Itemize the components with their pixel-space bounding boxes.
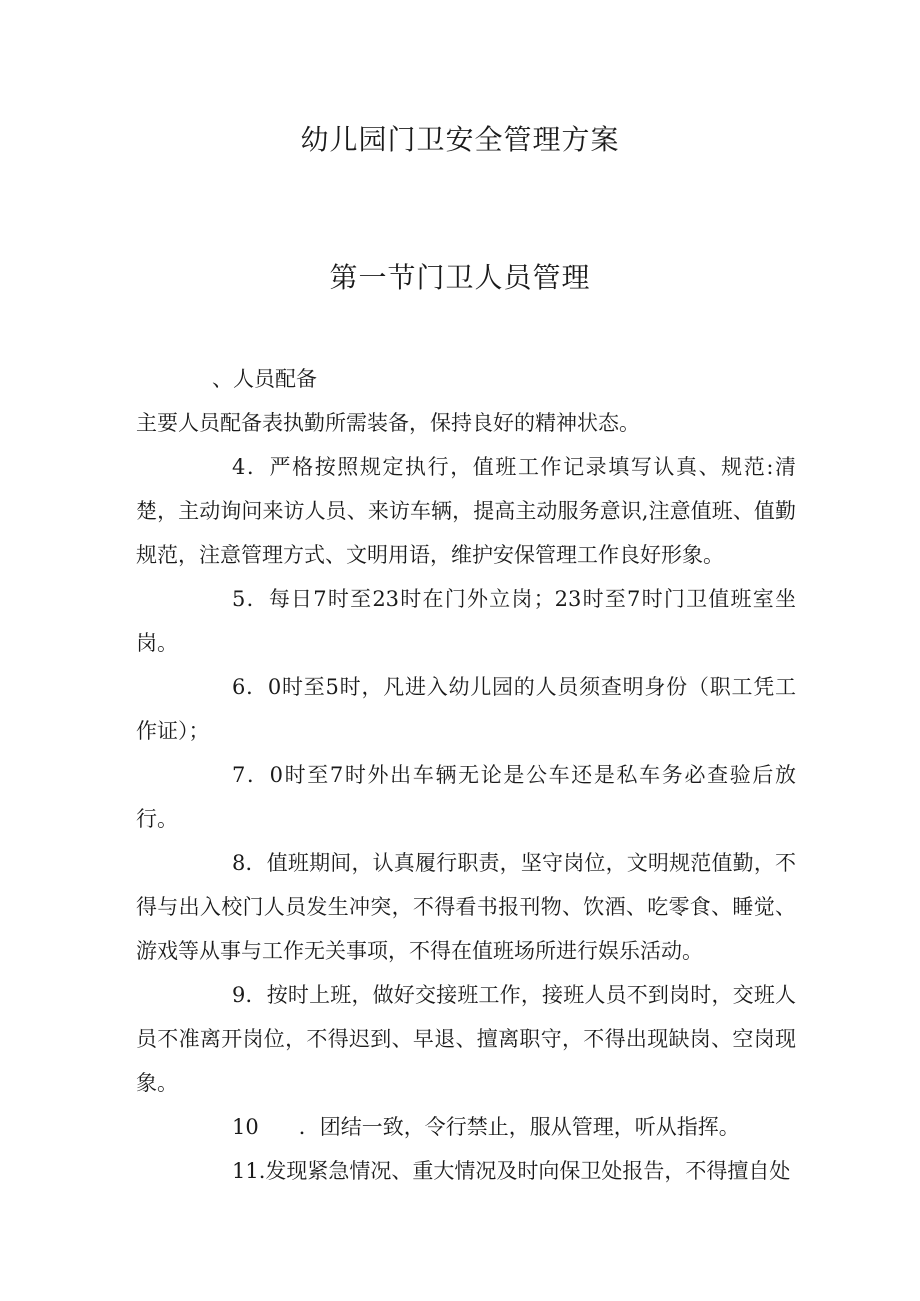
list-item <box>136 1105 796 1149</box>
item-number: 7 <box>232 763 246 787</box>
list-item <box>136 1149 796 1193</box>
subheading: 、人员配备 <box>212 367 317 391</box>
item-number: 8 <box>232 851 246 875</box>
item-text: ．值班期间，认真履行职责，坚守岗位，文明规范值勤，不得与出入校门人员发生冲突，不得看书报刊物、饮酒、吃零食、睡觉、游戏等从事与工作无关事项，不得在值班场所进行娱乐活动。 <box>136 851 796 963</box>
list-item <box>136 665 796 753</box>
item-text: ．团结一致，令行禁止，服从管理，听从指挥。 <box>298 1115 740 1139</box>
item-number: 10 <box>232 1115 259 1139</box>
item-number: 4 <box>232 455 246 479</box>
list-item <box>136 753 796 841</box>
item-text: ．0时至5时，凡进入幼儿园的人员须查明身份（职工凭工作证）； <box>136 675 796 743</box>
document-body <box>136 357 796 1193</box>
list-item <box>136 577 796 665</box>
document-title: 幼儿园门卫安全管理方案 <box>300 123 620 156</box>
list-item <box>136 445 796 577</box>
item-number: 9 <box>232 983 246 1007</box>
item-number: 6 <box>232 675 246 699</box>
item-text: ．按时上班，做好交接班工作，接班人员不到岗时，交班人员不准离开岗位，不得迟到、早退、擅离职守，不得出现缺岗、空岗现象。 <box>136 983 796 1095</box>
item-number: 5 <box>232 587 246 611</box>
list-item <box>136 973 796 1105</box>
item-text: ．每日7时至23时在门外立岗；23时至7时门卫值班室坐岗。 <box>136 587 796 655</box>
item-text: 发现紧急情况、重大情况及时向保卫处报告，不得擅自处 <box>265 1159 791 1183</box>
item-number: 11. <box>232 1159 266 1183</box>
list-item <box>136 841 796 973</box>
item-text: ．0时至7时外出车辆无论是公车还是私车务必查验后放行。 <box>136 763 796 831</box>
item-text: ．严格按照规定执行，值班工作记录填写认真、规范:清楚，主动询问来访人员、来访车辆，提高主动服务意识,注意值班、值勤规范，注意管理方式、文明用语，维护安保管理工作良好形象。 <box>136 455 796 567</box>
section-title: 第一节门卫人员管理 <box>329 261 591 294</box>
intro-paragraph: 主要人员配备表执勤所需装备，保持良好的精神状态。 <box>136 411 640 435</box>
